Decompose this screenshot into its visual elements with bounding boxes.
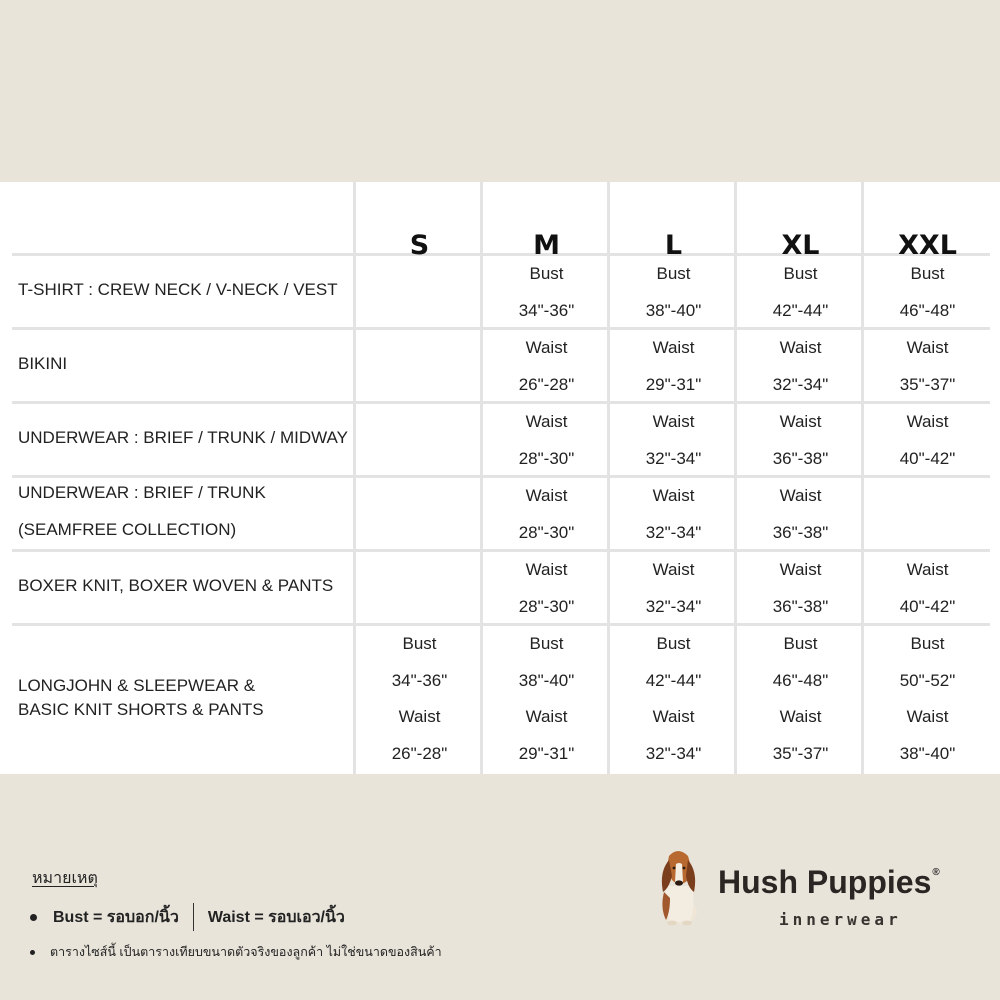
size-cell-value: 46"-48" (899, 300, 956, 320)
size-cell-value: Waist (525, 486, 568, 505)
size-header: S (409, 230, 430, 261)
disclaimer-text: ตารางไซส์นี้ เป็นตารางเทียบขนาดตัวจริงของลูกค้า ไม่ใช่ขนาดของสินค้า (50, 945, 442, 959)
size-cell-value: Bust (529, 634, 564, 653)
registered-mark: ® (932, 867, 940, 878)
size-cell-value: Waist (779, 560, 822, 579)
size-cell-value: Bust (402, 634, 437, 653)
disclaimer-row (30, 942, 442, 962)
size-cell-value: Bust (910, 264, 945, 283)
size-cell-value: 40"-42" (899, 596, 956, 616)
size-cell-value: Bust (656, 634, 691, 653)
size-cell-value: Bust (529, 264, 564, 283)
size-cell-value: 35"-37" (899, 374, 956, 394)
size-cell-value: Waist (652, 412, 695, 431)
row-label: LONGJOHN & SLEEPWEAR & (18, 676, 256, 695)
brand-subtitle: innerwear (779, 910, 902, 929)
size-cell-value: 50"-52" (899, 670, 956, 690)
row-label: UNDERWEAR : BRIEF / TRUNK / MIDWAY (18, 427, 348, 447)
size-cell-value: 42"-44" (645, 670, 702, 690)
size-cell-value: Waist (525, 560, 568, 579)
size-header: M (533, 230, 560, 261)
size-cell-value: Waist (525, 412, 568, 431)
bullet-icon (30, 914, 37, 921)
size-cell-value: 42"-44" (772, 300, 829, 320)
size-cell-value: 36"-38" (772, 448, 829, 468)
size-cell-value: Waist (779, 338, 822, 357)
row-label: BASIC KNIT SHORTS & PANTS (18, 700, 264, 719)
size-cell-value: 36"-38" (772, 596, 829, 616)
size-cell-value: Waist (906, 560, 949, 579)
size-cell-value: 36"-38" (772, 522, 829, 542)
size-cell-value: 28"-30" (518, 448, 575, 468)
size-cell-value: 26"-28" (518, 374, 575, 394)
size-cell-value: 32"-34" (645, 743, 702, 763)
size-cell-value: Bust (783, 264, 818, 283)
size-cell-value: Waist (652, 707, 695, 726)
size-cell-value: Waist (779, 412, 822, 431)
size-cell-value: Waist (652, 560, 695, 579)
size-cell-value: 34"-36" (518, 300, 575, 320)
waist-definition: Waist = รอบเอว/นิ้ว (207, 908, 345, 926)
notes-title: หมายเหตุ (32, 870, 98, 887)
size-cell-value: Waist (525, 338, 568, 357)
size-cell-value: 35"-37" (772, 743, 829, 763)
size-cell-value: Bust (910, 634, 945, 653)
row-divider (12, 549, 990, 552)
row-divider (12, 327, 990, 330)
legend-separator (193, 903, 194, 931)
size-cell-value: 38"-40" (518, 670, 575, 690)
row-label: BIKINI (18, 353, 68, 373)
size-cell-value: 28"-30" (518, 596, 575, 616)
size-cell-value: Waist (652, 338, 695, 357)
size-header: XXL (898, 230, 957, 261)
size-cell-value: 38"-40" (899, 743, 956, 763)
size-cell-value: 32"-34" (645, 596, 702, 616)
size-cell-value: 32"-34" (772, 374, 829, 394)
size-cell-value: Waist (525, 707, 568, 726)
row-label: (SEAMFREE COLLECTION) (18, 519, 237, 539)
size-cell-value: 26"-28" (391, 743, 448, 763)
row-divider (12, 623, 990, 626)
brand-name: Hush Puppies (718, 864, 932, 900)
size-cell-value: 34"-36" (391, 670, 448, 690)
bust-definition: Bust = รอบอก/นิ้ว (53, 908, 179, 926)
size-cell-value: Waist (779, 486, 822, 505)
brand-logo-text (718, 866, 940, 898)
size-legend (30, 903, 345, 931)
size-cell-value: Waist (398, 707, 441, 726)
size-cell-value: Waist (779, 707, 822, 726)
row-label: UNDERWEAR : BRIEF / TRUNK (18, 483, 266, 503)
size-cell-value: 28"-30" (518, 522, 575, 542)
size-cell-value: Waist (906, 338, 949, 357)
row-divider (12, 401, 990, 404)
row-label: BOXER KNIT, BOXER WOVEN & PANTS (18, 575, 334, 595)
size-cell-value: 29"-31" (518, 743, 575, 763)
size-cell-value: 32"-34" (645, 522, 702, 542)
size-cell-value: 32"-34" (645, 448, 702, 468)
size-cell-value: 38"-40" (645, 300, 702, 320)
basset-hound-icon (650, 842, 706, 926)
size-cell-value: 46"-48" (772, 670, 829, 690)
size-cell-value: Bust (656, 264, 691, 283)
row-divider (12, 475, 990, 478)
size-chart-table (0, 182, 1000, 774)
size-cell-value: Waist (906, 412, 949, 431)
size-header: L (664, 230, 683, 261)
size-cell-value: Bust (783, 634, 818, 653)
size-header: XL (781, 230, 820, 261)
size-cell-value: 29"-31" (645, 374, 702, 394)
size-cell-value: 40"-42" (899, 448, 956, 468)
size-cell-value: Waist (906, 707, 949, 726)
bullet-icon (30, 950, 35, 955)
row-label: T-SHIRT : CREW NECK / V-NECK / VEST (18, 279, 338, 299)
size-cell-value: Waist (652, 486, 695, 505)
